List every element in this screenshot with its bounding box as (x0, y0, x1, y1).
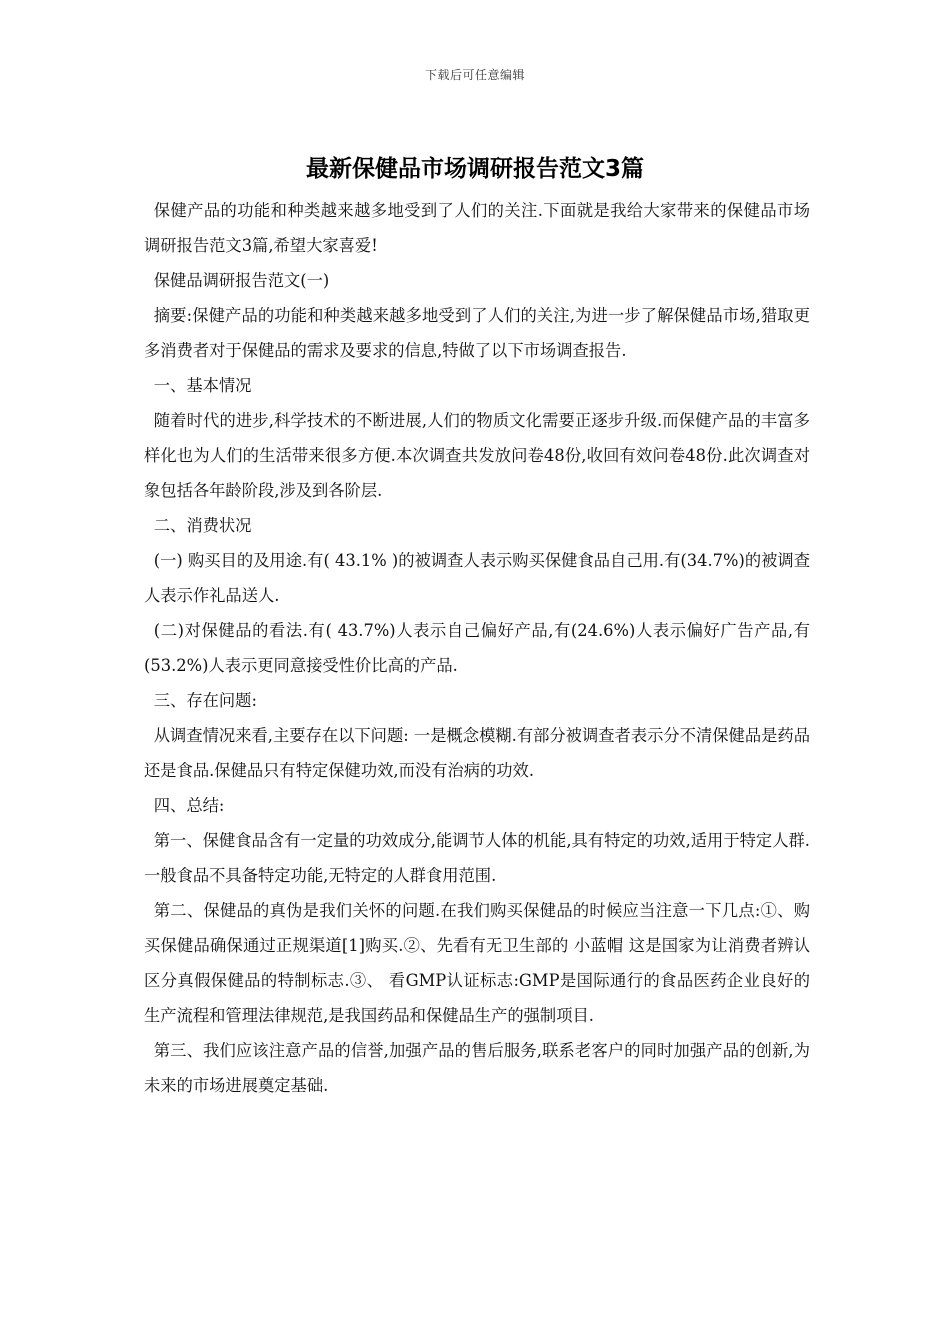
abstract-paragraph: 摘要:保健产品的功能和种类越来越多地受到了人们的关注,为进一步了解保健品市场,猎取更多消费者对于保健品的需求及要求的信息,特做了以下市场调查报告. (144, 306, 810, 360)
body-paragraph: 随着时代的进步,科学技术的不断进展,人们的物质文化需要正逐步升级.而保健产品的丰富多样化也为人们的生活带来很多方便.本次调查共发放问卷48份,收回有效问卷48份.此次调查对象包括各年龄阶段,涉及到各阶层. (144, 411, 810, 500)
body-paragraph: (二)对保健品的看法.有( 43.7%)人表示自己偏好产品,有(24.6%)人表示偏好广告产品,有(53.2%)人表示更同意接受性价比高的产品. (144, 621, 810, 675)
body-paragraph: 从调查情况来看,主要存在以下问题: 一是概念模糊.有部分被调查者表示分不清保健品是药品还是食品.保健品只有特定保健功效,而没有治病的功效. (144, 726, 810, 780)
body-paragraph: 第三、我们应该注意产品的信誉,加强产品的售后服务,联系老客户的同时加强产品的创新,为未来的市场进展奠定基础. (144, 1041, 810, 1095)
section-heading: 三、存在问题: (153, 691, 257, 710)
body-paragraph: 第二、保健品的真伪是我们关怀的问题.在我们购买保健品的时候应当注意一下几点:①、购买保健品确保通过正规渠道[1]购买.②、先看有无卫生部的 小蓝帽 这是国家为让消费者辨认区分真假保健品的特制标志.③、 看GMP认证标志:GMP是国际通行的食品医药企业良好的生产流程和管理法律规范,是我国药品和保健品生产的强制项目. (144, 901, 810, 1025)
section-heading: 二、消费状况 (153, 516, 252, 535)
document-title: 最新保健品市场调研报告范文3篇 (305, 156, 644, 182)
section-heading: 一、基本情况 (153, 376, 252, 395)
body-paragraph: (一) 购买目的及用途.有( 43.1% )的被调查人表示购买保健食品自己用.有(34.7%)的被调查人表示作礼品送人. (144, 551, 810, 605)
body-paragraph: 第一、保健食品含有一定量的功效成分,能调节人体的机能,具有特定的功效,适用于特定人群.一般食品不具备特定功能,无特定的人群食用范围. (144, 831, 810, 885)
section-heading: 保健品调研报告范文(一) (153, 271, 330, 290)
document-body (144, 193, 810, 1103)
header-note: 下载后可任意编辑 (424, 68, 525, 82)
section-heading: 四、总结: (153, 796, 225, 815)
intro-paragraph: 保健产品的功能和种类越来越多地受到了人们的关注.下面就是我给大家带来的保健品市场调研报告范文3篇,希望大家喜爱! (144, 201, 810, 255)
